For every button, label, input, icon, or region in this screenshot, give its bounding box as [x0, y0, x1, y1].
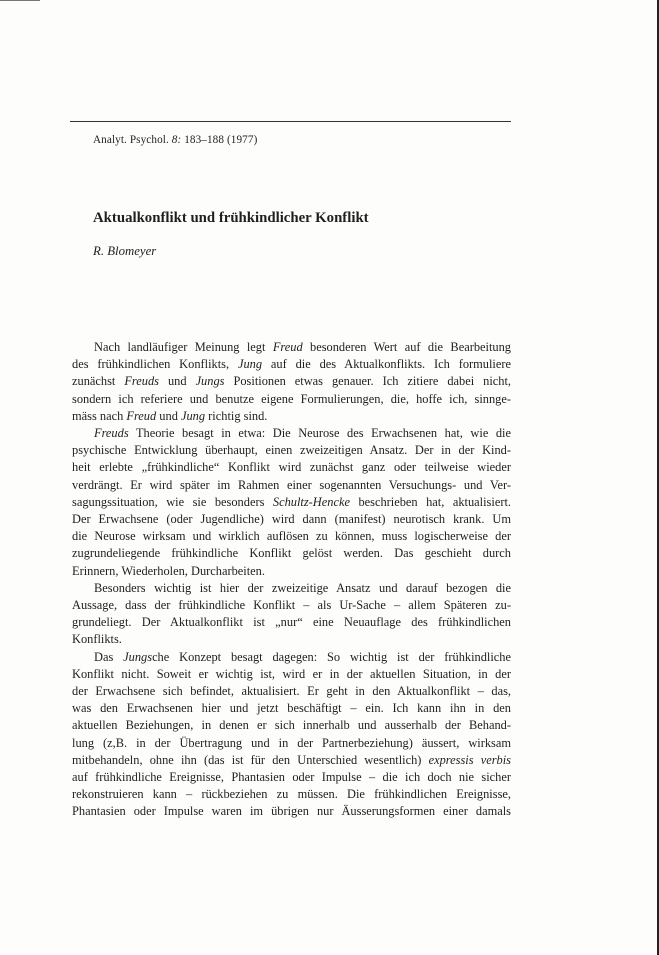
- text-line: mitbehandeln, ohne ihn (das ist für den Unterschied wesentlich) expressis verbis: [72, 752, 512, 767]
- article-body: [72, 339, 511, 821]
- text-line: grundeliegt. Der Aktualkonflikt ist „nur“ eine Neuauflage des frühkindlichen: [72, 615, 511, 630]
- paragraph: [72, 425, 511, 580]
- text-line: zugrundeliegende frühkindliche Konflikt gelöst werden. Das geschieht durch: [72, 546, 511, 561]
- text-line: Freuds Theorie besagt in etwa: Die Neurose des Erwachsenen hat, wie die: [94, 426, 511, 441]
- text-line: Der Erwachsene (oder Jugendliche) wird dann (manifest) neurotisch krank. Um: [72, 512, 511, 527]
- scan-artifact: [0, 0, 40, 1]
- text-line: mäss nach Freud und Jung richtig sind.: [72, 408, 268, 423]
- text-line: Besonders wichtig ist hier der zweizeitige Ansatz und darauf bezogen die: [94, 580, 511, 595]
- header-rule: [70, 121, 511, 122]
- paragraph: [72, 339, 511, 425]
- article-title: Aktualkonflikt und frühkindlicher Konflikt: [93, 210, 369, 226]
- text-line: sondern ich referiere und benutze eigene Formulierungen, die, hoffe ich, sinnge-: [72, 391, 511, 406]
- paragraph: [72, 580, 511, 649]
- text-line: des frühkindlichen Konflikts, Jung auf die des Aktualkonflikts. Ich formuliere: [72, 357, 511, 372]
- journal-citation: Analyt. Psychol. 8: 183–188 (1977): [93, 134, 258, 146]
- text-line: lung (z,B. in der Übertragung und in der Partnerbeziehung) äussert, wirksam: [72, 735, 511, 750]
- text-line: die Neurose wirksam und wirklich auflösen zu können, muss logischerweise der: [72, 529, 511, 544]
- text-line: auf frühkindliche Ereignisse, Phantasien oder Impulse – die ich doch nie sicher: [72, 770, 511, 785]
- text-line: rekonstruieren kann – rückbeziehen zu müssen. Die frühkindlichen Ereignisse,: [72, 787, 511, 802]
- text-line: Phantasien oder Impulse waren im übrigen nur Äusserungsformen einer damals: [72, 804, 511, 819]
- text-line: der Erwachsene sich befindet, aktualisiert. Er geht in den Aktualkonflikt – das,: [72, 684, 511, 699]
- text-line: Erinnern, Wiederholen, Durcharbeiten.: [72, 563, 265, 578]
- text-line: heit erlebte „frühkindliche“ Konflikt wird zunächst ganz oder teilweise wieder: [72, 460, 511, 475]
- paragraph: [72, 649, 511, 821]
- article-author: R. Blomeyer: [93, 244, 157, 258]
- text-line: Nach landläufiger Meinung legt Freud besonderen Wert auf die Bearbeitung: [94, 340, 511, 354]
- text-line: Das Jungsche Konzept besagt dagegen: So wichtig ist der frühkindliche: [94, 649, 512, 664]
- text-line: zunächst Freuds und Jungs Positionen etwas genauer. Ich zitiere dabei nicht,: [72, 374, 512, 389]
- text-line: psychische Entwicklung überhaupt, einen zweizeitigen Ansatz. Der in der Kind-: [72, 443, 511, 458]
- text-line: aktuellen Beziehungen, in denen er sich innerhalb und ausserhalb der Behand-: [72, 718, 511, 733]
- text-line: Konflikts.: [72, 632, 122, 647]
- text-line: verdrängt. Er wird später im Rahmen einer sogenannten Versuchungs- und Ver-: [72, 477, 511, 492]
- text-line: Aussage, dass der frühkindliche Konflikt – als Ur-Sache – allem Späteren zu-: [72, 598, 511, 613]
- text-line: was den Erwachsenen hier und jetzt beschäftigt – ein. Ich kann ihn in den: [72, 701, 511, 716]
- text-line: Konflikt nicht. Soweit er wichtig ist, wird er in der aktuellen Situation, in der: [72, 666, 511, 681]
- text-line: sagungssituation, wie sie besonders Schultz-Hencke beschrieben hat, aktualisiert.: [72, 494, 511, 509]
